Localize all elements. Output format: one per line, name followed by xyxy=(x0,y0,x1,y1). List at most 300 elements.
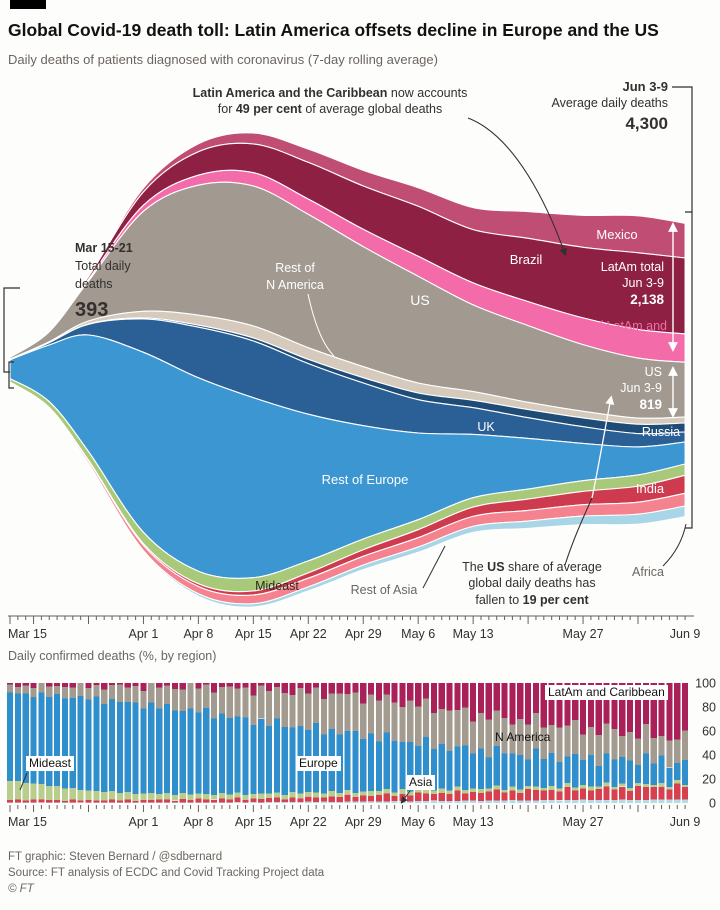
bar-segment-latam xyxy=(674,683,680,739)
bar-segment-namerica xyxy=(93,685,99,696)
bar-segment-europe xyxy=(242,717,248,795)
bar-segment-europe xyxy=(46,697,52,786)
bar-segment-asia xyxy=(180,799,186,802)
bar-segment-europe xyxy=(596,766,602,786)
bar-segment-namerica xyxy=(392,703,398,741)
bar-segment-mideast xyxy=(258,794,264,799)
bar-segment-europe xyxy=(525,759,531,786)
bar-segment-namerica xyxy=(682,731,688,760)
bar-segment-namerica xyxy=(15,687,21,694)
bar-segment-mideast xyxy=(344,790,350,794)
bar-segment-europe xyxy=(203,708,209,794)
bar-segment-asia xyxy=(494,790,500,801)
us-share-line3: fallen to 19 per cent xyxy=(475,593,589,607)
bar-segment-europe xyxy=(235,716,241,792)
bar-segment-namerica xyxy=(70,687,76,698)
bar-segment-mideast xyxy=(266,794,272,798)
bar-segment-namerica xyxy=(619,736,625,757)
bar-segment-asia xyxy=(172,801,178,803)
bar-segment-latam xyxy=(250,683,256,695)
bar-segment-namerica xyxy=(148,683,154,703)
bar-segment-mideast xyxy=(447,791,453,795)
bar-segment-asia xyxy=(533,790,539,800)
bar-segment-asia xyxy=(392,796,398,801)
bar-segment-namerica xyxy=(46,687,52,698)
start-line2: deaths xyxy=(75,277,113,291)
bar-segment-europe xyxy=(133,703,139,794)
bar-segment-latam xyxy=(203,683,209,685)
bar-segment-europe xyxy=(580,760,586,785)
x-tick-label: May 6 xyxy=(401,627,436,641)
bar-segment-africa xyxy=(352,802,358,803)
bar-x-tick-label: May 6 xyxy=(401,815,436,829)
bar-segment-asia xyxy=(517,793,523,801)
bar-segment-latam xyxy=(7,683,13,685)
bar-segment-asia xyxy=(187,800,193,803)
bar-segment-europe xyxy=(651,763,657,785)
bar-segment-europe xyxy=(564,757,570,783)
bar-segment-namerica xyxy=(337,694,343,735)
bar-segment-latam xyxy=(392,683,398,703)
bar-segment-asia xyxy=(227,799,233,802)
bar-segment-asia xyxy=(70,800,76,803)
bar-segment-asia xyxy=(596,789,602,800)
bar-segment-latam xyxy=(431,683,437,713)
bar-segment-asia xyxy=(242,800,248,802)
bar-segment-asia xyxy=(290,797,296,802)
bar-segment-namerica xyxy=(439,709,445,744)
bar-segment-mideast xyxy=(109,791,115,800)
bar-segment-namerica xyxy=(674,739,680,763)
bar-segment-namerica xyxy=(580,734,586,760)
bar-segment-asia xyxy=(344,794,350,801)
bar-segment-asia xyxy=(580,788,586,799)
bar-segment-africa xyxy=(470,800,476,803)
bar-segment-europe xyxy=(180,711,186,793)
x-tick-label: Apr 29 xyxy=(344,627,382,641)
bar-segment-asia xyxy=(156,800,162,803)
bar-segment-namerica xyxy=(486,720,492,758)
bar-segment-namerica xyxy=(313,687,319,723)
bar-segment-africa xyxy=(651,799,657,803)
bar-segment-namerica xyxy=(250,695,256,725)
bar-segment-europe xyxy=(211,719,217,795)
bar-segment-mideast xyxy=(478,789,484,793)
bar-segment-latam xyxy=(321,683,327,699)
bar-segment-africa xyxy=(447,801,453,803)
bar-segment-mideast xyxy=(203,794,209,800)
bar-segment-latam xyxy=(533,683,539,713)
end-label: Average daily deaths xyxy=(551,96,668,110)
bar-segment-mideast xyxy=(651,785,657,787)
bar-segment-africa xyxy=(329,802,335,803)
bar-segment-europe xyxy=(682,760,688,785)
bar-segment-europe xyxy=(219,714,225,794)
bar-segment-europe xyxy=(85,700,91,791)
bar-x-tick-label: Mar 15 xyxy=(8,815,47,829)
bar-segment-europe xyxy=(392,741,398,793)
label-rest-nam-2: N America xyxy=(266,278,324,292)
bar-segment-asia xyxy=(666,789,672,799)
bar-segment-latam xyxy=(242,683,248,688)
bar-segment-latam xyxy=(415,683,421,707)
bar-segment-latam xyxy=(486,683,492,720)
bar-segment-asia xyxy=(462,794,468,801)
bar-segment-namerica xyxy=(658,736,664,756)
bar-segment-namerica xyxy=(321,699,327,734)
bar-segment-mideast xyxy=(509,786,515,790)
bar-segment-asia xyxy=(352,797,358,802)
bar-segment-asia xyxy=(509,790,515,800)
bar-segment-namerica xyxy=(651,738,657,763)
bar-segment-latam xyxy=(501,683,507,718)
x-tick-label: Apr 1 xyxy=(128,627,159,641)
bar-segment-africa xyxy=(501,800,507,803)
bar-segment-latam xyxy=(439,683,445,709)
bar-segment-europe xyxy=(117,702,123,793)
bar-segment-africa xyxy=(384,802,390,804)
bar-segment-asia xyxy=(486,792,492,801)
x-tick-label: May 27 xyxy=(562,627,604,641)
bar-segment-asia xyxy=(101,801,107,803)
bar-segment-mideast xyxy=(541,788,547,791)
bar-segment-mideast xyxy=(219,793,225,799)
bar-segment-mideast xyxy=(674,780,680,783)
bar-segment-asia xyxy=(313,798,319,802)
bar-segment-namerica xyxy=(423,698,429,737)
bar-segment-mideast xyxy=(156,794,162,800)
bar-segment-mideast xyxy=(7,781,13,800)
bar-segment-latam xyxy=(85,683,91,688)
bar-segment-europe xyxy=(376,742,382,791)
label-rest-asia: Rest of Asia xyxy=(350,583,418,597)
bar-segment-africa xyxy=(572,800,578,803)
bar-segment-asia xyxy=(619,787,625,800)
bar-segment-asia xyxy=(46,800,52,803)
bar-segment-mideast xyxy=(627,788,633,791)
bar-segment-mideast xyxy=(658,783,664,787)
bar-segment-namerica xyxy=(133,686,139,703)
label-rest-latam-1: Rest of LatAm and xyxy=(563,319,667,333)
bar-label-europe: Europe xyxy=(296,756,341,771)
bar-segment-africa xyxy=(258,803,264,804)
bar-segment-africa xyxy=(337,802,343,803)
bar-segment-mideast xyxy=(596,786,602,789)
bar-segment-latam xyxy=(54,683,60,686)
label-mideast: Mideast xyxy=(255,579,299,593)
bar-segment-europe xyxy=(70,698,76,788)
bar-segment-namerica xyxy=(266,691,272,726)
bar-segment-asia xyxy=(85,800,91,803)
footer-source: Source: FT analysis of ECDC and Covid Tracking Project data xyxy=(8,867,325,879)
latam-total-l2: Jun 3-9 xyxy=(622,276,664,290)
bar-segment-africa xyxy=(368,802,374,803)
bar-segment-latam xyxy=(30,683,36,688)
stream-bands xyxy=(10,133,685,607)
bar-segment-latam xyxy=(462,683,468,708)
bar-segment-asia xyxy=(266,798,272,802)
bar-segment-asia xyxy=(140,800,146,803)
bar-x-tick-label: Jun 9 xyxy=(669,815,701,829)
bar-segment-europe xyxy=(556,762,562,789)
bar-segment-europe xyxy=(352,731,358,793)
us-total-value: 819 xyxy=(639,397,662,412)
bar-segment-mideast xyxy=(70,788,76,800)
bar-segment-mideast xyxy=(38,784,44,800)
bar-segment-africa xyxy=(541,800,547,803)
bar-segment-namerica xyxy=(62,687,68,698)
bar-segment-latam xyxy=(46,683,52,687)
x-tick-label: Apr 8 xyxy=(183,627,214,641)
bar-segment-africa xyxy=(140,802,146,803)
bar-segment-latam xyxy=(180,683,186,690)
bar-segment-europe xyxy=(195,713,201,794)
bar-segment-asia xyxy=(376,795,382,802)
us-share-line1: The US share of average xyxy=(462,560,602,574)
bar-segment-europe xyxy=(509,753,515,786)
bar-segment-namerica xyxy=(156,687,162,708)
bar-segment-latam xyxy=(305,683,311,694)
latam-note-line1: Latin America and the Caribbean now accounts xyxy=(192,86,468,100)
bar-segment-mideast xyxy=(101,792,107,801)
bar-segment-namerica xyxy=(258,686,264,719)
bar-segment-mideast xyxy=(235,793,241,798)
label-russia: Russia xyxy=(641,425,681,439)
bar-segment-namerica xyxy=(604,724,610,754)
bar-segment-africa xyxy=(682,800,688,803)
bar-segment-africa xyxy=(596,800,602,803)
bar-segment-asia xyxy=(501,793,507,801)
bar-label-namerica: N America xyxy=(495,730,551,744)
bar-segment-asia xyxy=(541,791,547,800)
bar-segment-africa xyxy=(297,802,303,803)
bar-segment-latam xyxy=(227,683,233,687)
bar-segment-asia xyxy=(30,800,36,803)
bar-segment-asia xyxy=(125,799,131,802)
bar-segment-namerica xyxy=(54,686,60,694)
bar-segment-latam xyxy=(407,683,413,701)
bar-segment-africa xyxy=(439,801,445,803)
bar-segment-europe xyxy=(627,760,633,788)
bar-segment-africa xyxy=(392,801,398,803)
bar-segment-namerica xyxy=(290,695,296,727)
bar-segment-asia xyxy=(109,800,115,803)
bar-segment-africa xyxy=(211,802,217,803)
bar-segment-africa xyxy=(431,801,437,803)
bar-segment-namerica xyxy=(368,694,374,733)
bar-segment-namerica xyxy=(376,701,382,742)
bar-segment-africa xyxy=(282,802,288,803)
bar-segment-namerica xyxy=(454,710,460,747)
bar-segment-mideast xyxy=(172,795,178,801)
x-tick-label: Apr 15 xyxy=(234,627,272,641)
bar-segment-namerica xyxy=(282,693,288,727)
bar-segment-latam xyxy=(376,683,382,701)
bar-segment-mideast xyxy=(682,785,688,787)
bar-segment-africa xyxy=(305,802,311,803)
bar-segment-africa xyxy=(344,802,350,803)
bar-segment-asia xyxy=(250,799,256,803)
bar-segment-latam xyxy=(195,683,201,689)
end-connector-line xyxy=(672,87,692,212)
bar-segment-mideast xyxy=(580,785,586,788)
bar-segment-namerica xyxy=(447,711,453,752)
bar-segment-asia xyxy=(447,794,453,801)
bar-segment-asia xyxy=(470,792,476,801)
bar-segment-mideast xyxy=(93,791,99,801)
bar-segment-mideast xyxy=(368,791,374,796)
bar-segment-europe xyxy=(643,754,649,784)
bar-segment-namerica xyxy=(180,690,186,711)
bar-segment-asia xyxy=(133,801,139,803)
bar-segment-latam xyxy=(219,683,225,687)
bar-segment-asia xyxy=(38,800,44,803)
bar-segment-latam xyxy=(423,683,429,698)
bar-segment-namerica xyxy=(211,693,217,719)
bar-segment-mideast xyxy=(549,786,555,790)
bar-segment-namerica xyxy=(164,686,170,704)
bar-segment-africa xyxy=(525,800,531,803)
bar-segment-asia xyxy=(78,800,84,802)
bar-segment-mideast xyxy=(30,784,36,800)
bar-segment-asia xyxy=(321,798,327,802)
bar-segment-africa xyxy=(235,802,241,803)
bar-segment-mideast xyxy=(242,795,248,800)
bar-segment-latam xyxy=(101,683,107,690)
bar-segment-mideast xyxy=(517,790,523,794)
us-share-line2: global daily deaths has xyxy=(468,576,596,590)
bar-segment-africa xyxy=(227,802,233,803)
bar-segment-asia xyxy=(305,796,311,801)
bar-segment-namerica xyxy=(556,727,562,762)
bar-segment-latam xyxy=(164,683,170,686)
bar-segment-africa xyxy=(588,800,594,803)
bar-segment-mideast xyxy=(148,793,154,800)
bar-segment-latam xyxy=(211,683,217,693)
bar-segment-mideast xyxy=(321,794,327,798)
bar-segment-asia xyxy=(431,794,437,801)
bar-segment-namerica xyxy=(297,688,303,726)
bar-segment-namerica xyxy=(30,688,36,697)
bar-segment-mideast xyxy=(337,793,343,797)
bar-segment-asia xyxy=(62,801,68,803)
bar-segment-namerica xyxy=(117,685,123,702)
bar-segment-mideast xyxy=(62,789,68,801)
bar-segment-africa xyxy=(674,800,680,804)
bar-segment-latam xyxy=(329,683,335,694)
bar-segment-latam xyxy=(509,683,515,724)
bar-segment-europe xyxy=(368,734,374,792)
bar-segment-africa xyxy=(195,802,201,803)
bar-segment-africa xyxy=(627,800,633,803)
bar-segment-asia xyxy=(651,787,657,799)
bar-segment-europe xyxy=(399,742,405,789)
bar-segment-latam xyxy=(297,683,303,688)
bar-y-tick-label: 100 xyxy=(695,676,716,691)
bar-segment-namerica xyxy=(470,721,476,753)
bar-x-tick-label: Apr 15 xyxy=(234,815,272,829)
bar-segment-namerica xyxy=(407,701,413,742)
stream-x-axis xyxy=(8,616,700,641)
bar-segment-asia xyxy=(282,799,288,802)
bar-segment-asia xyxy=(525,789,531,800)
bar-segment-europe xyxy=(666,768,672,787)
bar-segment-mideast xyxy=(125,792,131,799)
bar-segment-africa xyxy=(360,801,366,803)
latam-note-line2: for 49 per cent of average global deaths xyxy=(217,102,443,116)
bar-segment-europe xyxy=(7,693,13,781)
bar-x-tick-label: May 27 xyxy=(562,815,604,829)
footer-copyright: © FT xyxy=(8,883,34,895)
bar-segment-africa xyxy=(478,801,484,803)
latam-total-l1: LatAm total xyxy=(600,260,664,274)
bar-segment-asia xyxy=(368,796,374,802)
bar-segment-mideast xyxy=(305,792,311,796)
bar-segment-latam xyxy=(313,683,319,687)
bar-segment-europe xyxy=(384,732,390,789)
bar-segment-africa xyxy=(274,802,280,803)
bar-segment-latam xyxy=(447,683,453,711)
bar-x-tick-label: Apr 29 xyxy=(344,815,382,829)
bar-segment-mideast xyxy=(290,792,296,797)
bar-label-mideast: Mideast xyxy=(26,756,74,771)
bar-segment-mideast xyxy=(392,792,398,796)
bar-segment-africa xyxy=(462,801,468,803)
bar-segment-namerica xyxy=(219,687,225,713)
bar-segment-latam xyxy=(494,683,500,711)
bar-segment-latam xyxy=(282,683,288,693)
bar-segment-europe xyxy=(227,718,233,795)
bar-segment-latam xyxy=(156,683,162,687)
us-total-l2: Jun 3-9 xyxy=(620,381,662,395)
bar-segment-europe xyxy=(462,745,468,790)
start-line1: Total daily xyxy=(75,259,131,273)
bar-segment-asia xyxy=(274,797,280,802)
bar-segment-asia xyxy=(93,801,99,803)
bar-segment-namerica xyxy=(478,713,484,749)
bar-segment-europe xyxy=(478,749,484,790)
bar-segment-europe xyxy=(501,753,507,790)
bar-segment-asia xyxy=(604,786,610,800)
bar-segment-asia xyxy=(148,800,154,803)
bar-segment-namerica xyxy=(242,688,248,718)
bar-segment-europe xyxy=(148,703,154,794)
bar-segment-namerica xyxy=(195,689,201,713)
bar-y-tick-label: 60 xyxy=(702,724,716,739)
bar-segment-mideast xyxy=(533,787,539,791)
bar-segment-europe xyxy=(533,748,539,786)
bar-segment-namerica xyxy=(329,694,335,730)
bar-segment-africa xyxy=(172,802,178,803)
bar-segment-mideast xyxy=(85,791,91,800)
bar-segment-mideast xyxy=(360,791,366,795)
bar-segment-asia xyxy=(407,796,413,802)
bar-segment-africa xyxy=(423,801,429,803)
bar-segment-mideast xyxy=(78,790,84,801)
streamgraph-chart xyxy=(0,78,720,644)
bar-segment-namerica xyxy=(172,689,178,711)
bar-segment-latam xyxy=(133,683,139,686)
bar-segment-africa xyxy=(156,802,162,803)
bar-segment-latam xyxy=(517,683,523,719)
bar-segment-africa xyxy=(486,801,492,804)
bar-segment-africa xyxy=(376,801,382,803)
x-tick-label: Mar 15 xyxy=(8,627,47,641)
bar-segment-latam xyxy=(360,683,366,704)
bar-segment-namerica xyxy=(85,688,91,700)
bar-segment-mideast xyxy=(250,794,256,799)
bar-segment-africa xyxy=(517,801,523,803)
